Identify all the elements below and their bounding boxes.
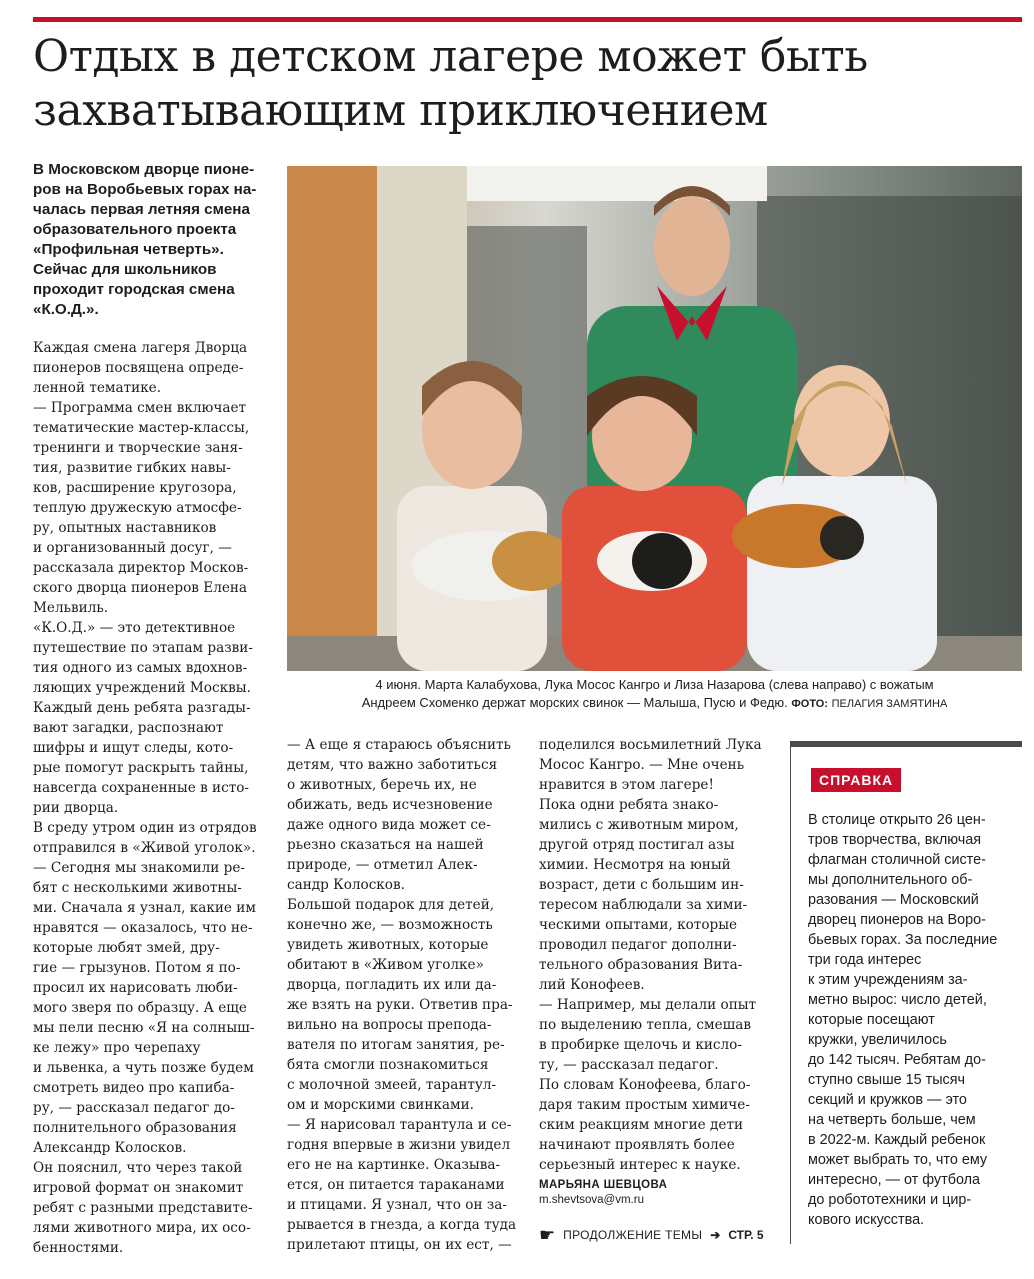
text-line: секций и кружков — это [808,1092,967,1108]
text-line: ляющих учреждений Москвы. [33,680,251,696]
text-line: конечно же, — возможность [287,917,493,933]
text-line: рые помогут раскрыть тайны, [33,760,249,776]
author-name: МАРЬЯНА ШЕВЦОВА [539,1179,668,1191]
text-line: и львенка, а чуть позже будем [33,1060,254,1076]
caption-line [287,694,1022,713]
author-email: m.shevtsova@vm.ru [539,1194,644,1206]
text-line: до робототехники и цир- [808,1192,972,1208]
author-block [539,1178,667,1208]
text-line: мого зверя по образцу. А еще [33,1000,247,1016]
sidebar-tag: СПРАВКА [811,768,901,792]
lead-line: «Профильная четверть». [33,241,224,258]
sidebar-text [808,810,1018,1230]
text-line: возраст, дети с большим ин- [539,877,744,893]
text-line: же взять на руки. Ответив пра- [287,997,513,1013]
text-line: бята смогли познакомиться [287,1057,489,1073]
text-line: которые посещают [808,1012,935,1028]
continuation-page: СТР. 5 [728,1228,764,1242]
text-line: путешествие по этапам разви- [33,640,253,656]
text-line: Большой подарок для детей, [287,897,495,913]
text-line: ом и морскими свинками. [287,1097,474,1113]
lead-line: ров на Воробьевых горах на- [33,181,257,198]
text-line: бьевых горах. За последние [808,932,998,948]
text-line: смотреть видео про капиба- [33,1080,235,1096]
text-line: и организованный досуг, — [33,540,232,556]
text-line: вателя по итогам занятия, ре- [287,1037,505,1053]
photo-credit-label: ФОТО: [791,698,829,710]
text-line: о животных, беречь их, не [287,777,477,793]
text-line: тров творчества, включая [808,832,982,848]
text-line: — Я нарисовал тарантула и се- [287,1117,512,1133]
photo-illustration [287,166,1022,671]
lead-line: образовательного проекта [33,221,237,238]
text-line: теплую дружескую атмосфе- [33,500,242,516]
text-line: годня впервые в жизни увидел [287,1137,511,1153]
article-column-1 [33,338,273,1258]
lead-line: проходит городская смена [33,281,235,298]
text-line: прилетают птицы, он их ест, — [287,1237,512,1253]
text-line: мы дополнительного об- [808,872,973,888]
text-line: Пока одни ребята знако- [539,797,719,813]
article-column-3 [539,735,774,1175]
text-line: вильно на вопросы препода- [287,1017,492,1033]
lead-line: В Московском дворце пионе- [33,161,255,178]
text-line: тренинги и творческие заня- [33,440,243,456]
text-line: пионеров посвящена опреде- [33,360,244,376]
text-line: — Например, мы делали опыт [539,997,757,1013]
text-line: полнительного образования [33,1120,237,1136]
text-line: кружки, увеличилось [808,1032,947,1048]
text-line: лий Конофеев. [539,977,645,993]
text-line: Мельвиль. [33,600,109,616]
continuation-label: ПРОДОЛЖЕНИЕ ТЕМЫ [563,1228,703,1242]
lead-line: чалась первая летняя смена [33,201,250,218]
caption-line: 4 июня. Марта Калабухова, Лука Мосос Кангро и Лиза Назарова (слева направо) с вожатым [375,677,934,692]
text-line: увидеть животных, которые [287,937,489,953]
text-line: ческими опытами, которые [539,917,738,933]
text-line: нравится в этом лагере! [539,777,714,793]
text-line: — Сегодня мы знакомили ре- [33,860,245,876]
text-line: по выделению тепла, смешав [539,1017,752,1033]
text-line: с молочной змеей, тарантул- [287,1077,497,1093]
text-line: гие — грызунов. Потом я по- [33,960,241,976]
text-line: шифры и ищут следы, кото- [33,740,234,756]
text-line: три года интерес [808,952,922,968]
text-line: метно вырос: число детей, [808,992,987,1008]
text-line: ру, опытных наставников [33,520,217,536]
text-line: «К.О.Д.» — это детективное [33,620,236,636]
article-column-2 [287,735,519,1255]
text-line: Мосос Кангро. — Мне очень [539,757,745,773]
text-line: химии. Несмотря на юный [539,857,731,873]
text-line: Он пояснил, что через такой [33,1160,243,1176]
text-line: рьезно сказаться на нашей [287,837,484,853]
text-line: В столице открыто 26 цен- [808,812,986,828]
text-line: серьезный интерес к науке. [539,1157,741,1173]
photo-caption [287,676,1022,713]
text-line: другой отряд постигал азы [539,837,735,853]
text-line: в 2022-м. Каждый ребенок [808,1132,986,1148]
text-line: рии дворца. [33,800,119,816]
headline-line: Отдых в детском лагере может быть [33,31,868,82]
text-line: ступно свыше 15 тысяч [808,1072,966,1088]
text-line: мились с животным миром, [539,817,739,833]
text-line: ленной тематике. [33,380,162,396]
text-line: навсегда сохраненные в исто- [33,780,250,796]
text-line: разования — Московский [808,892,979,908]
text-line: и птицами. Я узнал, что он за- [287,1197,507,1213]
text-line: тельного образования Вита- [539,957,743,973]
text-line: ребят с разными представите- [33,1200,253,1216]
text-line: лями животного мира, их осо- [33,1220,251,1236]
text-line: начинают проявлять более [539,1137,735,1153]
text-line: на четверть больше, чем [808,1112,976,1128]
text-line: кового искусства. [808,1212,925,1228]
text-line: Каждая смена лагеря Дворца [33,340,248,356]
text-line: ру, — рассказал педагог до- [33,1100,235,1116]
text-line: ется, он питается тараканами [287,1177,505,1193]
text-line: его не на картинке. Оказыва- [287,1157,501,1173]
text-line: Александр Колосков. [33,1140,187,1156]
text-line: дворца, погладить их или да- [287,977,497,993]
text-line: дворец пионеров на Воро- [808,912,986,928]
text-line: вают загадки, распознают [33,720,224,736]
text-line: нравятся — оказалось, что не- [33,920,253,936]
text-line: ков, расширение кругозора, [33,480,237,496]
text-line: игровой формат он знакомит [33,1180,244,1196]
text-line: ту, — рассказал педагог. [539,1057,719,1073]
text-line: — А еще я стараюсь объяснить [287,737,511,753]
text-line: в пробирке щелочь и кисло- [539,1037,742,1053]
text-line: даря таким простым химиче- [539,1097,750,1113]
text-line: флагман столичной систе- [808,852,986,868]
text-line: проводил педагог дополни- [539,937,737,953]
text-line: сандр Колосков. [287,877,405,893]
text-line: ского дворца пионеров Елена [33,580,248,596]
text-line: ке лежу» про черепаху [33,1040,201,1056]
text-line: которые любят змей, дру- [33,940,220,956]
photo-credit: ПЕЛАГИЯ ЗАМЯТИНА [831,698,948,710]
text-line: — Программа смен включает [33,400,247,416]
text-line: обижать, ведь исчезновение [287,797,493,813]
text-line: детям, что важно заботиться [287,757,498,773]
text-line: тия одного из самых вдохнов- [33,660,248,676]
lead-paragraph [33,160,273,320]
text-line: до 142 тысяч. Ребятам до- [808,1052,986,1068]
headline [33,30,1013,138]
text-line: рывается в гнезда, а когда туда [287,1217,517,1233]
pointing-hand-icon: ☛ [539,1225,556,1245]
text-line: даже одного вида может се- [287,817,491,833]
continuation-note [539,1226,764,1244]
text-line: поделился восьмилетний Лука [539,737,762,753]
arrow-right-icon: ➔ [710,1228,721,1242]
text-line: интересно, — от футбола [808,1172,981,1188]
text-line: просил их нарисовать люби- [33,980,238,996]
text-line: ским реакциям многие дети [539,1117,744,1133]
text-line: отправился в «Живой уголок». [33,840,256,856]
text-line: В среду утром один из отрядов [33,820,257,836]
text-line: мы пели песню «Я на солныш- [33,1020,255,1036]
text-line: природе, — отметил Алек- [287,857,478,873]
lead-line: «К.О.Д.». [33,301,99,318]
text-line: может выбрать то, что ему [808,1152,988,1168]
text-line: бят с несколькими животны- [33,880,242,896]
text-line: тия, развитие гибких навы- [33,460,231,476]
text-line: По словам Конофеева, благо- [539,1077,751,1093]
text-line: тересом наблюдали за хими- [539,897,748,913]
top-red-rule [33,17,1022,22]
text-line: к этим учреждениям за- [808,972,968,988]
text-line: бенностями. [33,1240,124,1256]
headline-line: захватывающим приключением [33,85,768,136]
text-line: рассказала директор Москов- [33,560,249,576]
caption-text: Андреем Схоменко держат морских свинок — Малыша, Пусю и Федю. [361,695,788,710]
lead-line: Сейчас для школьников [33,261,217,278]
text-line: Каждый день ребята разгады- [33,700,251,716]
article-photo [287,166,1022,671]
text-line: тематические мастер-классы, [33,420,250,436]
text-line: ми. Сначала я узнал, какие им [33,900,256,916]
text-line: обитают в «Живом уголке» [287,957,484,973]
